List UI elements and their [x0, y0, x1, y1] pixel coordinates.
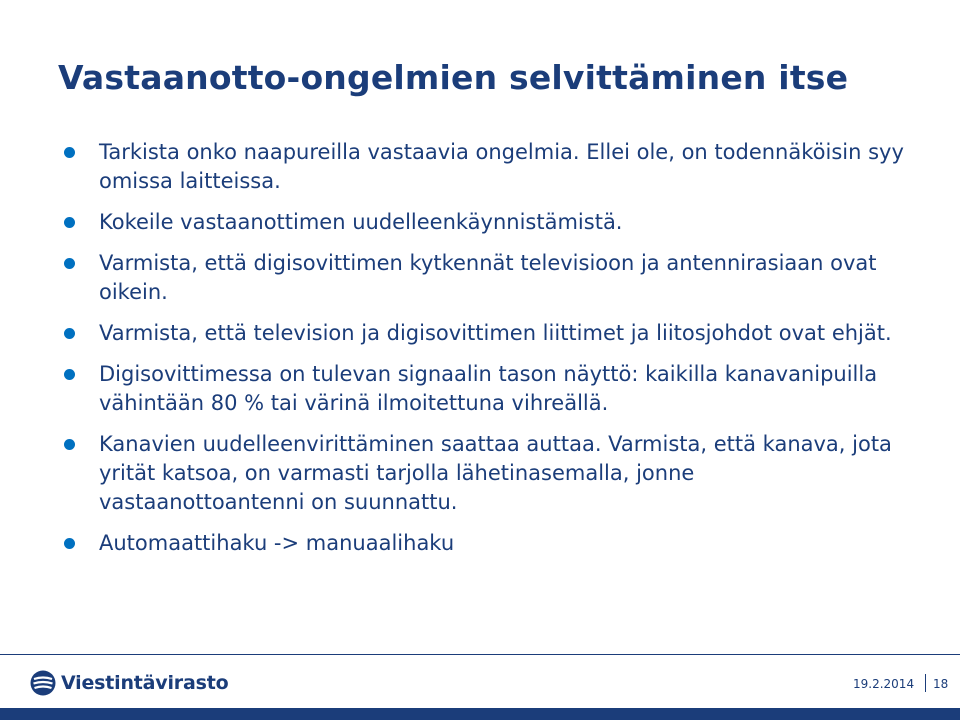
bullet-item: [64, 208, 904, 237]
bullet-dot-icon: [64, 538, 75, 549]
bullet-dot-icon: [64, 369, 75, 380]
footer-bar: [0, 708, 960, 720]
bullet-text: Varmista, että digisovittimen kytkennät televisioon ja antennirasiaan ovat oikein.: [99, 251, 877, 304]
bullet-text: Automaattihaku -> manuaalihaku: [99, 531, 455, 555]
page-number: 18: [933, 677, 949, 691]
bullet-item: [64, 430, 904, 517]
footer-logo: [30, 669, 228, 697]
bullet-dot-icon: [64, 147, 75, 158]
bullet-text: Tarkista onko naapureilla vastaavia ongelmia. Ellei ole, on todennäköisin syy omissa laitteissa.: [99, 140, 904, 193]
footer-divider: [0, 654, 960, 655]
bullet-item: [64, 529, 904, 558]
logo-text: Viestintävirasto: [61, 672, 229, 694]
bullet-item: [64, 138, 904, 196]
slide-title: Vastaanotto-ongelmien selvittäminen itse: [58, 58, 849, 97]
footer-separator: [925, 674, 926, 692]
bullet-text: Digisovittimessa on tulevan signaalin tason näyttö: kaikilla kanavanipuilla vähintään 80 % tai värinä ilmoitettuna vihreällä.: [99, 362, 878, 415]
bullet-list: [64, 138, 904, 570]
footer-date: 19.2.2014: [853, 677, 915, 691]
bullet-dot-icon: [64, 258, 75, 269]
bullet-item: [64, 319, 904, 348]
bullet-item: [64, 249, 904, 307]
bullet-text: Kanavien uudelleenvirittäminen saattaa auttaa. Varmista, että kanava, jota yrität katsoa, on varmasti tarjolla lähetinasemalla, jonne vastaanottoantenni on suunnattu.: [99, 432, 892, 514]
bullet-item: [64, 360, 904, 418]
bullet-dot-icon: [64, 217, 75, 228]
bullet-text: Varmista, että television ja digisovittimen liittimet ja liitosjohdot ovat ehjät.: [99, 321, 892, 345]
bullet-text: Kokeile vastaanottimen uudelleenkäynnistämistä.: [99, 210, 623, 234]
bullet-dot-icon: [64, 328, 75, 339]
viestintavirasto-logo-icon: [30, 670, 56, 696]
bullet-dot-icon: [64, 439, 75, 450]
